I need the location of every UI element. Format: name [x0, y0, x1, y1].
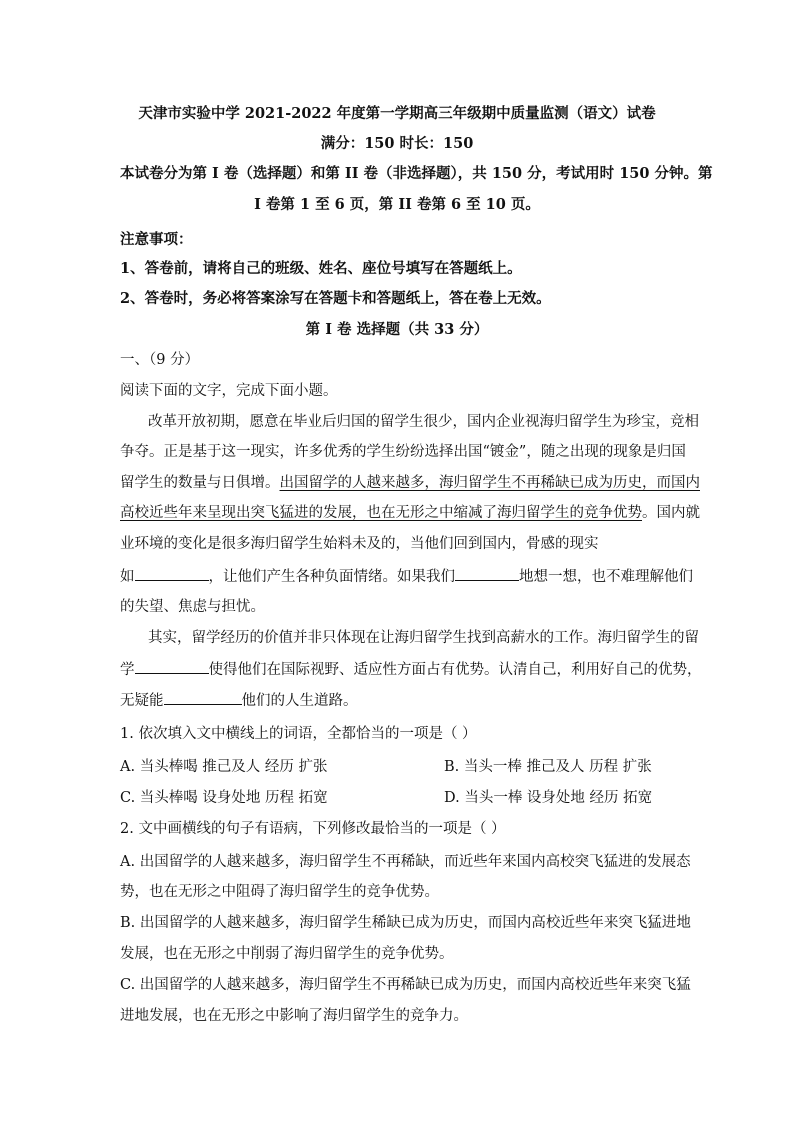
passage-text: 无疑能: [120, 693, 164, 709]
passage-line: 争夺。正是基于这一现实，许多优秀的学生纷纷选择出国“镀金”，随之出现的现象是归国: [120, 444, 686, 460]
fill-blank-3: [135, 659, 209, 674]
fill-blank-1: [135, 566, 209, 581]
passage-line: [120, 503, 700, 523]
intro-line-2: I 卷第 1 至 6 页，第 II 卷第 6 至 10 页。: [254, 196, 540, 213]
passage-text: 如: [120, 569, 135, 585]
passage-line: 其实，留学经历的价值并非只体现在让海归留学生找到高薪水的工作。海归留学生的留: [148, 630, 699, 646]
question-1-option-d: D. 当头一棒 设身处地 经历 拓宽: [444, 790, 653, 806]
passage-text: 他们的人生道路。: [241, 693, 358, 709]
passage-text: 使得他们在国际视野、适应性方面占有优势。认清自己，利用好自己的优势，: [208, 662, 702, 678]
question-1-stem: 1. 依次填入文中横线上的词语，全都恰当的一项是（ ）: [120, 726, 477, 742]
underlined-sentence: 高校近些年来呈现出突飞猛进的发展，也在无形之中缩减了海归留学生的竞争优势: [120, 505, 642, 521]
passage-line: 的失望、焦虑与担忧。: [120, 599, 265, 615]
exam-title: 天津市实验中学 2021-2022 年度第一学期高三年级期中质量监测（语文）试卷: [138, 105, 656, 122]
passage-text: 学: [120, 662, 135, 678]
passage-text: 。国内就: [642, 505, 700, 521]
notes-heading: 注意事项：: [120, 231, 193, 248]
underlined-sentence: 出国留学的人越来越多，海归留学生不再稀缺已成为历史，而国内: [279, 475, 700, 491]
question-2-option-b-line-1: B. 出国留学的人越来越多，海归留学生稀缺已成为历史，而国内高校近些年来突飞猛进地: [120, 915, 691, 931]
passage-line: [120, 473, 700, 493]
question-2-option-a-line-1: A. 出国留学的人越来越多，海归留学生不再稀缺，而近些年来国内高校突飞猛进的发展态: [120, 854, 691, 870]
passage-line: 改革开放初期，愿意在毕业后归国的留学生很少，国内企业视海归留学生为珍宝，竞相: [148, 414, 699, 430]
fill-blank-2: [455, 566, 519, 581]
passage-line: 业环境的变化是很多海归留学生始料未及的，当他们回到国内，骨感的现实: [120, 536, 599, 552]
passage-line: [120, 566, 693, 587]
passage-text: 留学生的数量与日俱增。: [120, 475, 280, 491]
instruction: 阅读下面的文字，完成下面小题。: [120, 383, 338, 399]
section-title: 第 I 卷 选择题（共 33 分）: [305, 321, 489, 338]
notes-item-1: 1、答卷前，请将自己的班级、姓名、座位号填写在答题纸上。: [120, 260, 522, 277]
intro-line-1: 本试卷分为第 I 卷（选择题）和第 II 卷（非选择题），共 150 分，考试用时 150 分钟。第: [120, 165, 713, 182]
question-1-option-a: A. 当头棒喝 推己及人 经历 扩张: [120, 759, 328, 775]
passage-text: 地想一想，也不难理解他们: [519, 569, 693, 585]
question-2-stem: 2. 文中画横线的句子有语病，下列修改最恰当的一项是（ ）: [120, 821, 506, 837]
question-2-option-c-line-2: 进地发展，也在无形之中影响了海归留学生的竞争力。: [120, 1008, 468, 1024]
question-1-option-b: B. 当头一棒 推己及人 历程 扩张: [444, 759, 652, 775]
notes-item-2: 2、答卷时，务必将答案涂写在答题卡和答题纸上，答在卷上无效。: [120, 290, 551, 307]
score-time: 满分：150 时长：150: [320, 135, 474, 152]
part-heading: 一、（9 分）: [120, 352, 200, 368]
question-2-option-c-line-1: C. 出国留学的人越来越多，海归留学生不再稀缺已成为历史，而国内高校近些年来突飞猛: [120, 977, 691, 993]
question-1-option-c: C. 当头棒喝 设身处地 历程 拓宽: [120, 790, 328, 806]
fill-blank-4: [164, 690, 242, 705]
passage-text: ，让他们产生各种负面情绪。如果我们: [208, 569, 455, 585]
passage-line: [120, 659, 702, 680]
passage-line: [120, 690, 358, 711]
question-2-option-b-line-2: 发展，也在无形之中削弱了海归留学生的竞争优势。: [120, 946, 454, 962]
question-2-option-a-line-2: 势，也在无形之中阻碍了海归留学生的竞争优势。: [120, 884, 439, 900]
